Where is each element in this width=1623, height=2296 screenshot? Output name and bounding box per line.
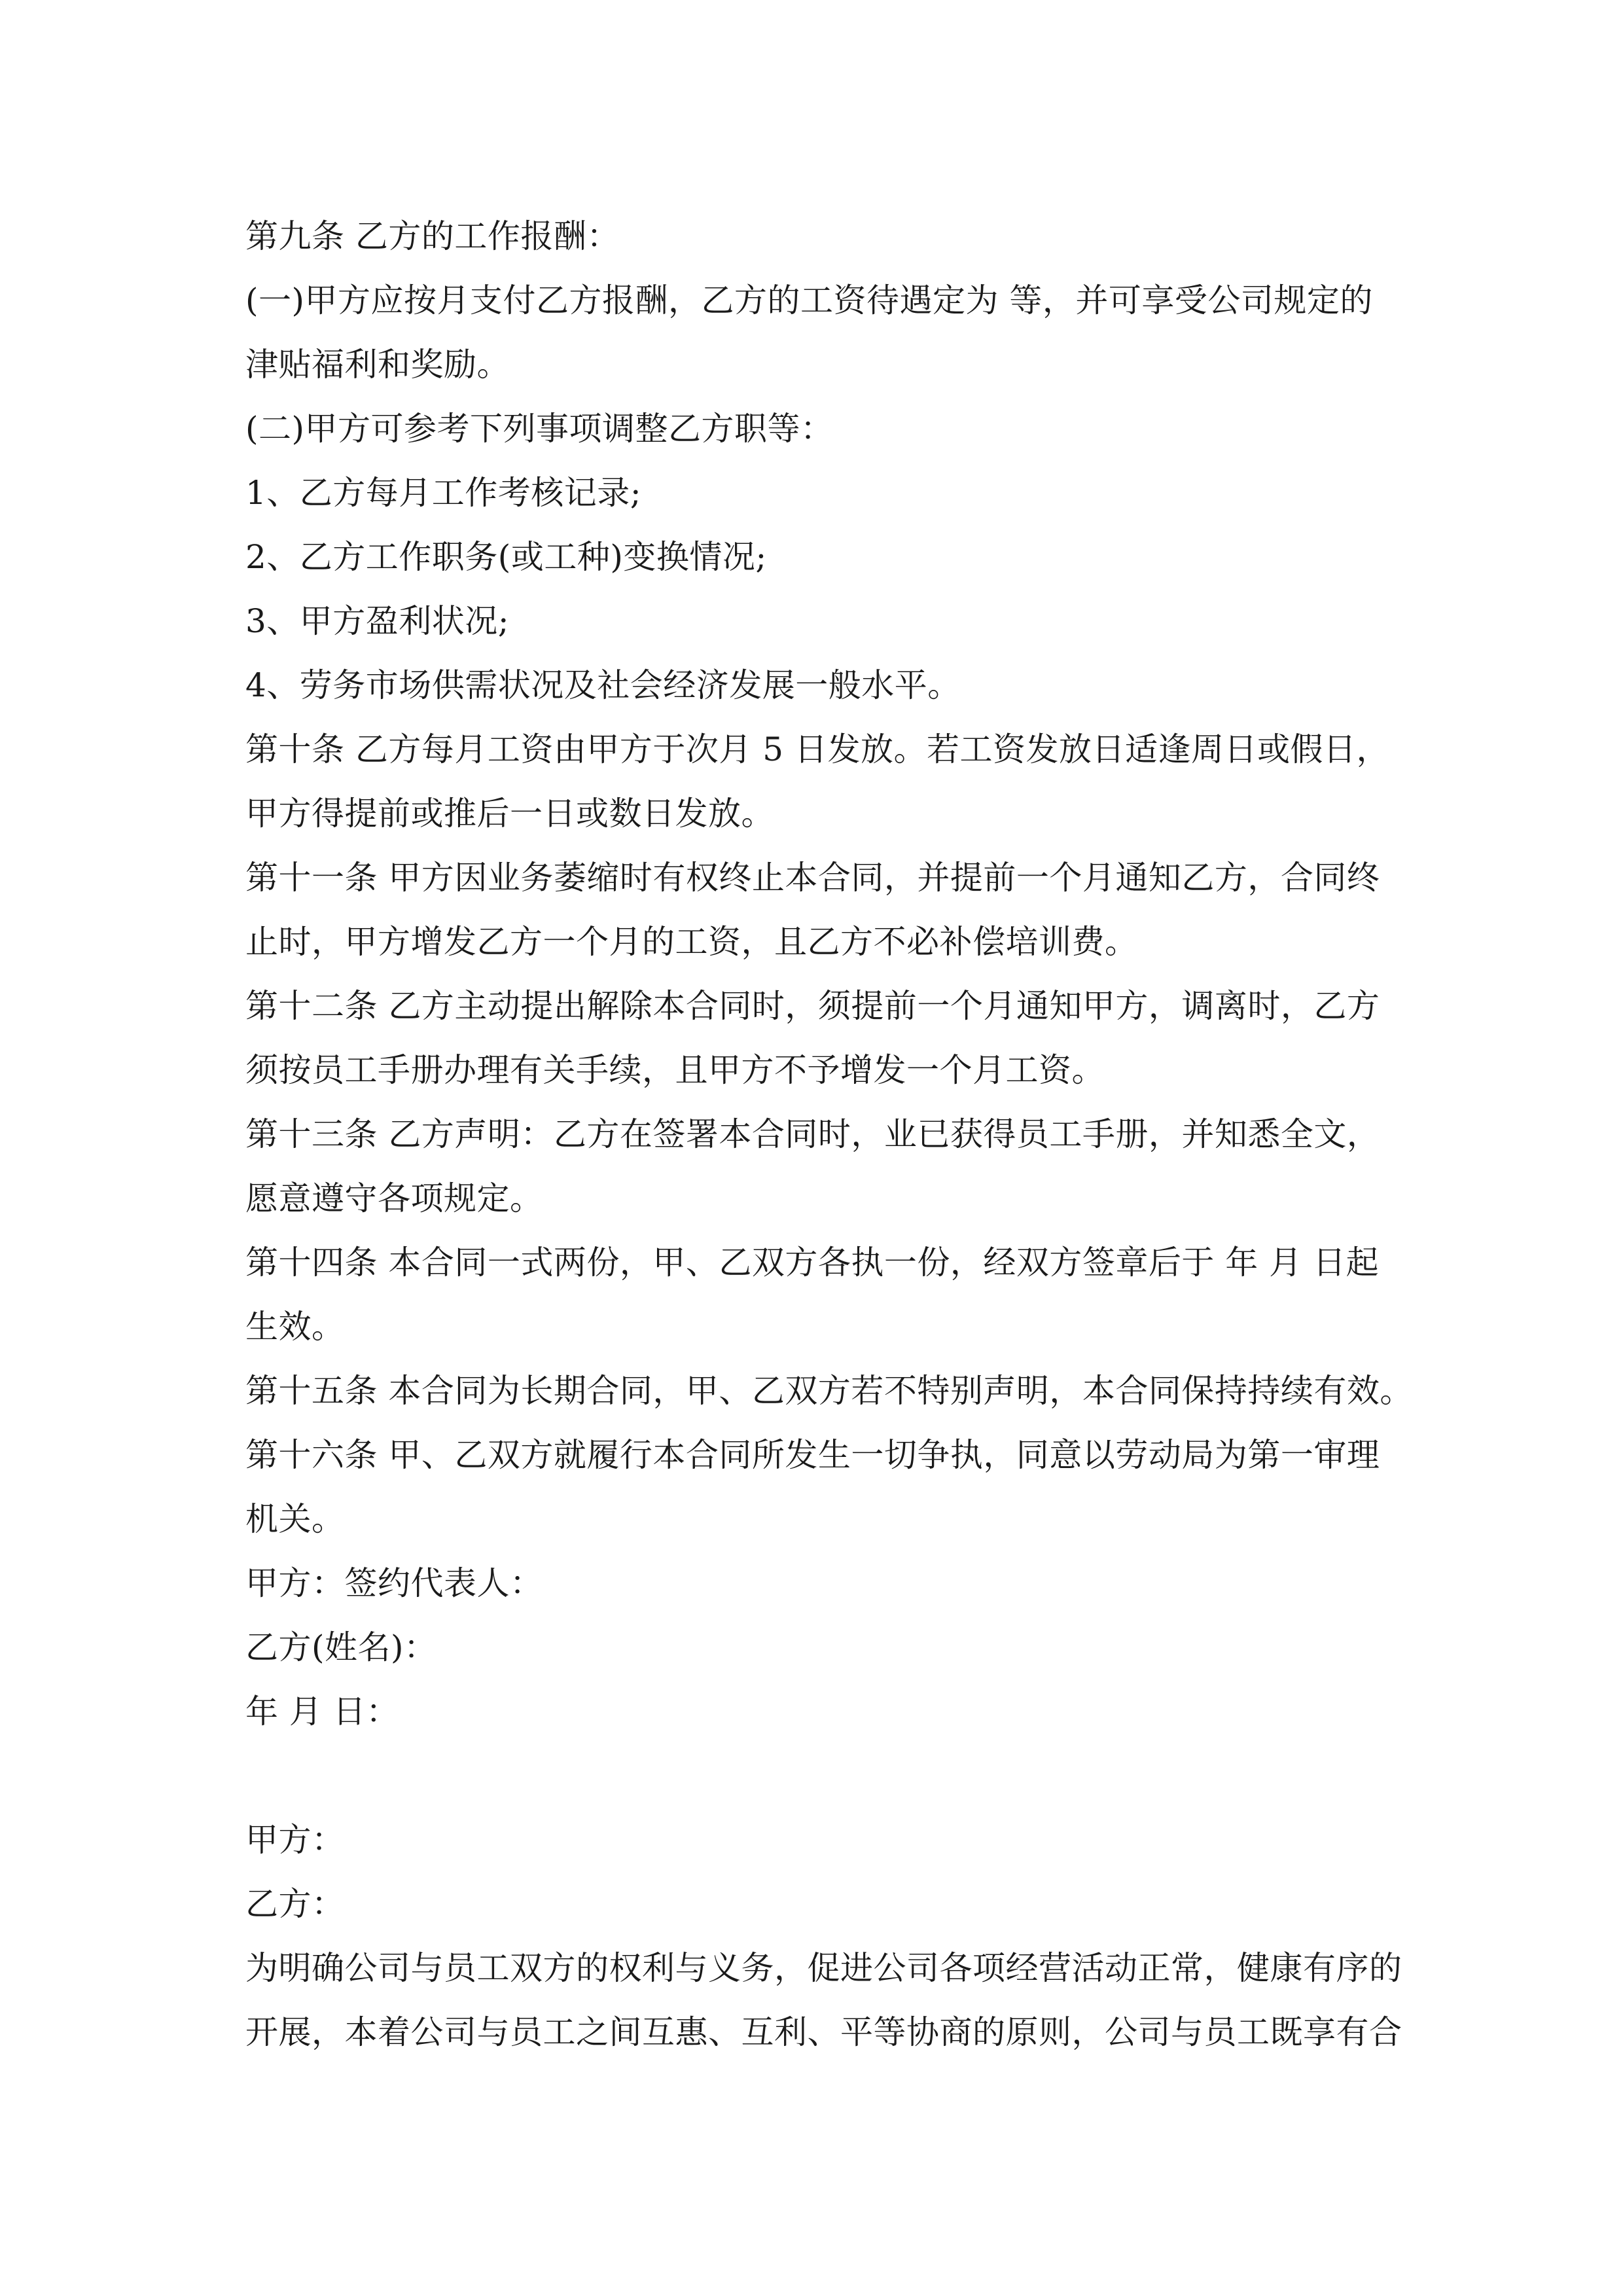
article-16: 第十六条 甲、乙双方就履行本合同所发生一切争执，同意以劳动局为第一审理 [245, 1436, 1380, 1474]
article-15: 第十五条 本合同为长期合同，甲、乙双方若不特别声明，本合同保持持续有效。 [245, 1372, 1413, 1410]
article-11: 第十一条 甲方因业务萎缩时有权终止本合同，并提前一个月通知乙方，合同终 [245, 859, 1380, 897]
list-item: 3、甲方盈利状况; [245, 602, 510, 640]
article-16-cont: 机关。 [245, 1500, 345, 1538]
date-line: 年 月 日： [245, 1693, 399, 1731]
article-14-cont: 生效。 [245, 1308, 345, 1346]
article-14: 第十四条 本合同一式两份，甲、乙双方各执一份，经双方签章后于 年 月 日起 [245, 1244, 1380, 1282]
article-13-cont: 愿意遵守各项规定。 [245, 1179, 543, 1217]
list-item: 2、乙方工作职务(或工种)变换情况; [245, 538, 767, 576]
party-b-label: 乙方： [245, 1885, 345, 1923]
article-9-clause-1: (一)甲方应按月支付乙方报酬，乙方的工资待遇定为 等，并可享受公司规定的 [245, 281, 1373, 319]
blank-line [245, 1744, 1397, 1808]
article-12-cont: 须按员工手册办理有关手续，且甲方不予增发一个月工资。 [245, 1051, 1105, 1089]
preamble-line-1: 为明确公司与员工双方的权利与义务，促进公司各项经营活动正常，健康有序的 [245, 1949, 1402, 1987]
contract-text [245, 204, 1413, 2064]
party-a-label: 甲方： [245, 1821, 345, 1859]
article-13: 第十三条 乙方声明：乙方在签署本合同时，业已获得员工手册，并知悉全文， [245, 1115, 1380, 1153]
article-12: 第十二条 乙方主动提出解除本合同时，须提前一个月通知甲方，调离时，乙方 [245, 987, 1380, 1025]
article-10-cont: 甲方得提前或推后一日或数日发放。 [245, 795, 774, 833]
article-9-heading: 第九条 乙方的工作报酬： [245, 217, 620, 255]
preamble-line-2: 开展，本着公司与员工之间互惠、互利、平等协商的原则，公司与员工既享有合 [245, 2013, 1402, 2051]
article-10: 第十条 乙方每月工资由甲方于次月 5 日发放。若工资发放日适逢周日或假日， [245, 730, 1389, 768]
article-9-clause-1-cont: 津贴福利和奖励。 [245, 346, 510, 384]
article-11-cont: 止时，甲方增发乙方一个月的工资，且乙方不必补偿培训费。 [245, 923, 1138, 961]
list-item: 1、乙方每月工作考核记录; [245, 474, 642, 512]
party-b-name-line: 乙方(姓名)： [245, 1628, 437, 1666]
party-a-signature-line: 甲方：签约代表人： [245, 1564, 543, 1602]
article-9-clause-2: (二)甲方可参考下列事项调整乙方职等： [245, 410, 834, 448]
list-item: 4、劳务市场供需状况及社会经济发展一般水平。 [245, 666, 961, 704]
